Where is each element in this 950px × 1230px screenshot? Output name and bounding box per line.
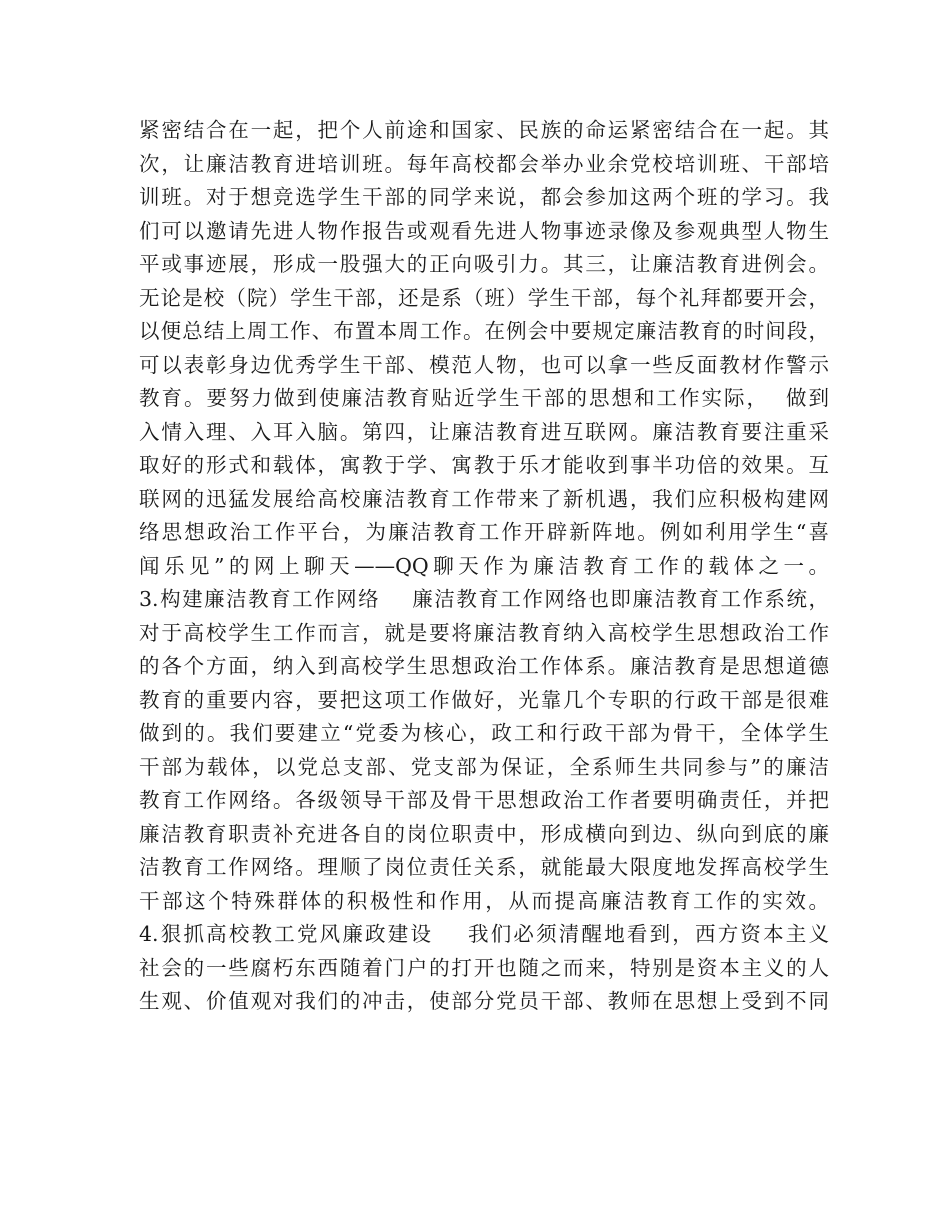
section-heading-line: 3.构建廉洁教育工作网络 廉洁教育工作网络也即廉洁教育工作系统，: [139, 587, 829, 611]
text-line: 生观、价值观对我们的冲击，使部分党员干部、教师在思想上受到不同: [139, 989, 829, 1013]
text-line: 络思想政治工作平台，为廉洁教育工作开辟新阵地。例如利用学生“喜: [139, 520, 829, 544]
text-line: 对于高校学生工作而言，就是要将廉洁教育纳入高校学生思想政治工作: [139, 620, 829, 645]
text-line: 社会的一些腐朽东西随着门户的打开也随之而来，特别是资本主义的人: [139, 955, 829, 980]
text-line: 紧密结合在一起，把个人前途和国家、民族的命运紧密结合在一起。其: [139, 118, 829, 142]
text-line: 闻乐见”的网上聊天——QQ聊天作为廉洁教育工作的载体之一。: [139, 553, 829, 578]
text-line: 干部为载体，以党总支部、党支部为保证，全系师生共同参与”的廉洁: [139, 754, 829, 779]
text-line: 训班。对于想竞选学生干部的同学来说，都会参加这两个班的学习。我: [139, 185, 829, 209]
text-line: 干部这个特殊群体的积极性和作用，从而提高廉洁教育工作的实效。: [139, 888, 829, 913]
text-line: 们可以邀请先进人物作报告或观看先进人物事迹录像及参观典型人物生: [139, 218, 829, 243]
text-line: 教育工作网络。各级领导干部及骨干思想政治工作者要明确责任，并把: [139, 788, 829, 812]
text-line: 的各个方面，纳入到高校学生思想政治工作体系。廉洁教育是思想道德: [139, 654, 829, 678]
text-line: 平或事迹展，形成一股强大的正向吸引力。其三，让廉洁教育进例会。: [139, 252, 829, 276]
text-line: 做到的。我们要建立“党委为核心，政工和行政干部为骨干，全体学生: [139, 721, 829, 745]
text-line: 以便总结上周工作、布置本周工作。在例会中要规定廉洁教育的时间段，: [139, 319, 829, 343]
text-line: 入情入理、入耳入脑。第四，让廉洁教育进互联网。廉洁教育要注重采: [139, 419, 829, 444]
text-line: 教育的重要内容，要把这项工作做好，光靠几个专职的行政干部是很难: [139, 687, 829, 712]
text-line: 洁教育工作网络。理顺了岗位责任关系，就能最大限度地发挥高校学生: [139, 855, 829, 879]
text-line: 廉洁教育职责补充进各自的岗位职责中，形成横向到边、纵向到底的廉: [139, 821, 829, 846]
text-line: 联网的迅猛发展给高校廉洁教育工作带来了新机遇，我们应积极构建网: [139, 486, 829, 511]
body-text: [139, 114, 829, 1019]
text-line: 教育。要努力做到使廉洁教育贴近学生干部的思想和工作实际， 做到: [139, 386, 829, 410]
text-line: 取好的形式和载体，寓教于学、寓教于乐才能收到事半功倍的效果。互: [139, 453, 829, 477]
section-heading-line: 4.狠抓高校教工党风廉政建设 我们必须清醒地看到，西方资本主义: [139, 922, 829, 946]
text-line: 无论是校（院）学生干部，还是系（班）学生干部，每个礼拜都要开会，: [139, 285, 829, 310]
text-line: 可以表彰身边优秀学生干部、模范人物，也可以拿一些反面教材作警示: [139, 352, 829, 377]
text-line: 次，让廉洁教育进培训班。每年高校都会举办业余党校培训班、干部培: [139, 151, 829, 176]
